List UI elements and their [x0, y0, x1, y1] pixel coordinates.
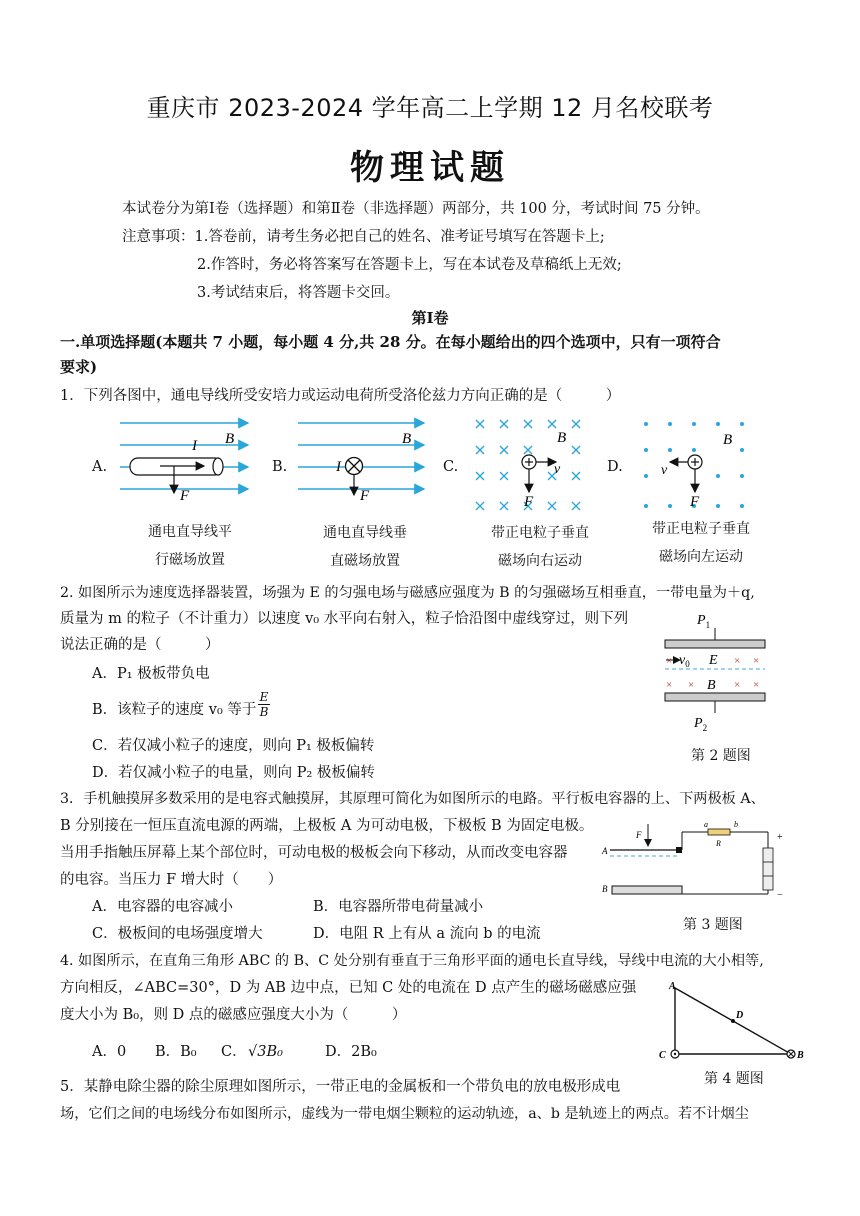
svg-text:B: B [797, 1050, 804, 1061]
svg-text:C: C [659, 1050, 666, 1061]
svg-text:×: × [734, 655, 741, 667]
q1-caption-b: 通电直导线垂 直磁场放置 [323, 525, 407, 569]
svg-text:F: F [636, 830, 642, 840]
label-b: B [402, 431, 412, 447]
q1-figure-c [470, 414, 600, 518]
q3-option-d: D．电阻 R 上有从 a 流向 b 的电流 [313, 926, 541, 942]
q2-option-b: B．该粒子的速度 v₀ 等于 [92, 702, 257, 718]
q5-line1: 5．某静电除尘器的除尘原理如图所示，一带正电的金属板和一个带负电的放电极形成电 [60, 1079, 621, 1095]
label-i: I [336, 459, 341, 475]
svg-text:a: a [704, 820, 708, 829]
q3-figure-caption: 第 3 题图 [683, 917, 743, 933]
q3-line2: B 分别接在一恒压直流电源的两端，上极板 A 为可动电极，下极板 B 为固定电极。 [60, 818, 594, 834]
svg-text:×: × [753, 679, 760, 691]
q1-option-a-label: A. [92, 459, 108, 475]
svg-text:P2: $P_2$ [694, 716, 708, 733]
q4-line1: 4. 如图所示，在直角三角形 ABC 的 B、C 处分别有垂直于三角形平面的通电长直导线，导线中电流的大小相等, [60, 953, 764, 969]
q3-line3: 当用手指触压屏幕上某个部位时，可动电极的极板会向下移动，从而改变电容器 [60, 845, 568, 861]
svg-text:−: − [777, 890, 783, 901]
section-heading-line1: 一.单项选择题(本题共 7 小题，每小题 4 分,共 28 分。在每小题给出的四个选项中，只有一项符合 [60, 333, 721, 351]
q1-caption-d: 带正电粒子垂直 磁场向左运动 [652, 521, 750, 565]
intro-line: 本试卷分为第Ⅰ卷（选择题）和第Ⅱ卷（非选择题）两部分，共 100 分，考试时间 75 分钟。 [122, 201, 710, 217]
svg-text:A: A [602, 846, 608, 856]
q1-caption-c: 带正电粒子垂直 磁场向右运动 [491, 525, 589, 569]
label-f: F [524, 494, 534, 510]
q4-option-c: C． [221, 1044, 247, 1060]
label-f: F [690, 494, 700, 510]
label-f: F [180, 488, 190, 504]
q2-line2: 质量为 m 的粒子（不计重力）以速度 v₀ 水平向右射入，粒子恰沿图中虚线穿过，则下列 [60, 611, 629, 627]
q2-line3: 说法正确的是（ ） [60, 637, 220, 653]
q4-option-d: D．2B₀ [325, 1044, 377, 1060]
svg-text:+: + [777, 832, 783, 843]
q1-figure-b [296, 415, 436, 515]
svg-text:b: b [734, 820, 738, 829]
q2-fraction: E B [259, 690, 269, 719]
svg-text:A: A [669, 981, 676, 992]
q3-option-a: A．电容器的电容减小 [92, 899, 233, 915]
notice-1: 注意事项：1.答卷前，请考生务必把自己的姓名、准考证号填写在答题卡上; [122, 229, 605, 245]
q4-line3: 度大小为 B₀，则 D 点的磁感应强度大小为（ ） [60, 1007, 407, 1023]
q1-option-d-label: D. [607, 459, 623, 475]
svg-text:×: × [688, 679, 695, 691]
q2-figure [660, 612, 775, 737]
q2-line1: 2. 如图所示为速度选择器装置，场强为 E 的匀强电场与磁感应强度为 B 的匀强磁场互相垂直，一带电量为＋q, [60, 585, 755, 601]
q4-line2: 方向相反，∠ABC=30°，D 为 AB 边中点，已知 C 处的电流在 D 点产生的磁场磁感应强 [60, 980, 637, 996]
label-v: v [554, 462, 561, 477]
q3-option-b: B．电容器所带电荷量减小 [313, 899, 484, 915]
svg-text:v0: $v_0$ [679, 653, 690, 669]
label-b: B [723, 432, 733, 448]
q3-option-c: C．极板间的电场强度增大 [92, 926, 263, 942]
q2-option-a: A．P₁ 极板带负电 [92, 666, 210, 682]
q4-option-b: B．B₀ [155, 1044, 197, 1060]
svg-text:B: B [602, 884, 608, 894]
q2-figure-caption: 第 2 题图 [691, 748, 751, 764]
svg-text:×: × [753, 655, 760, 667]
label-b: B [557, 430, 567, 446]
label-i: I [192, 438, 197, 454]
svg-text:×: × [666, 655, 673, 667]
subject-title: 物理试题 [350, 148, 510, 188]
label-v: v [661, 463, 668, 478]
q3-figure [600, 818, 795, 908]
svg-text:D: D [736, 1010, 744, 1021]
q1-stem: 1．下列各图中，通电导线所受安培力或运动电荷所受洛伦兹力方向正确的是（ ） [60, 388, 621, 404]
q1-figure-a [118, 415, 258, 515]
q3-line1: 3．手机触摸屏多数采用的是电容式触摸屏，其原理可简化为如图所示的电路。平行板电容器的上、下两极板 A、 [60, 791, 765, 807]
q2-option-d: D．若仅减小粒子的电量，则向 P₂ 极板偏转 [92, 765, 375, 781]
svg-text:E: E [709, 653, 718, 668]
svg-text:B: B [707, 678, 716, 693]
svg-text:×: × [734, 679, 741, 691]
section-heading-line2: 要求) [60, 358, 98, 376]
q1-figure-d [636, 414, 766, 518]
q3-line4: 的电容。当压力 F 增大时（ ） [60, 872, 283, 888]
q4-option-a: A．0 [92, 1044, 127, 1060]
q4-figure [655, 978, 810, 1063]
exam-title: 重庆市 2023-2024 学年高二上学期 12 月名校联考 [146, 94, 714, 122]
q4-figure-caption: 第 4 题图 [704, 1071, 764, 1087]
label-b: B [225, 431, 235, 447]
notice-2: 2.作答时，务必将答案写在答题卡上，写在本试卷及草稿纸上无效; [197, 257, 622, 273]
part-heading: 第Ⅰ卷 [411, 309, 449, 327]
q1-option-b-label: B. [272, 459, 288, 475]
svg-text:P1: $P_1$ [697, 613, 711, 630]
q1-caption-a: 通电直导线平 行磁场放置 [148, 524, 232, 568]
notice-3: 3.考试结束后，将答题卡交回。 [197, 285, 400, 301]
q4-option-c-value: √3B₀ [248, 1044, 283, 1060]
q1-option-c-label: C. [443, 459, 459, 475]
q2-option-c: C．若仅减小粒子的速度，则向 P₁ 极板偏转 [92, 738, 375, 754]
svg-text:×: × [666, 679, 673, 691]
svg-text:R: R [716, 839, 721, 848]
label-f: F [360, 488, 370, 504]
q5-line2: 场，它们之间的电场线分布如图所示，虚线为一带电烟尘颗粒的运动轨迹，a、b 是轨迹上的两点。若不计烟尘 [60, 1106, 749, 1122]
